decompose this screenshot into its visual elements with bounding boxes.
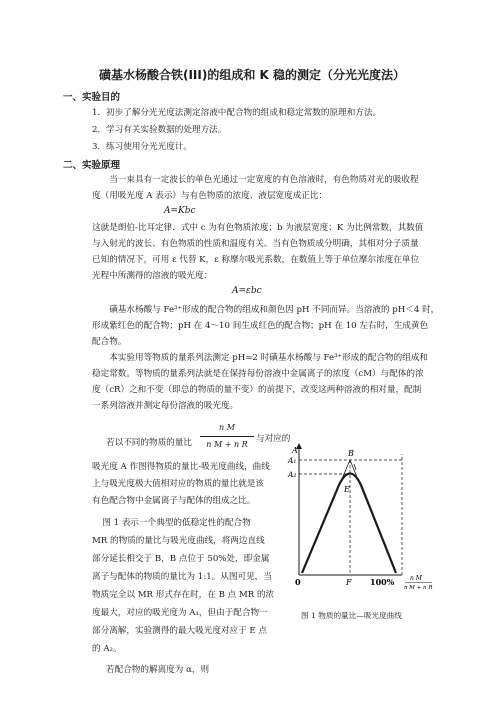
- paragraph-line: 本实验用等物质的量系列法测定 pH=2 时磺基水杨酸与 Fe³⁺形成的配合物的组成和: [109, 353, 429, 363]
- paragraph-line: 度（cR）之和不变（即总的物质的量不变）的前提下，改变这两种溶液的相对量，配制: [92, 385, 422, 395]
- formula-molar: A=εbc: [232, 286, 262, 296]
- paragraph-line: 部分延长相交于 B，B 点位于 50%处，即金属: [92, 554, 270, 564]
- paragraph-line: 与入射光的波长、有色物质的性质和温度有关。当有色物质成分明确，其相对分子质量: [92, 239, 419, 249]
- page-title: 磺基水杨酸合铁(III)的组成和 K 稳的测定（分光光度法）: [98, 68, 406, 82]
- extrapolated-lines: [302, 460, 396, 573]
- point-b-label: B: [348, 449, 354, 458]
- paragraph-line: 离子与配体的物质的量比为 1:1。从图可见，当: [92, 572, 272, 582]
- paragraph-line: 磺基水杨酸与 Fe³⁺形成的配合物的组成和颜色因 pH 不同而异。当溶液的 pH＜4 时，: [109, 305, 440, 315]
- point-f-label: F: [346, 578, 352, 587]
- a2-label: A₂: [288, 470, 297, 479]
- paragraph-line: MR 的物质的量比与吸光度曲线，将两边直线: [92, 536, 265, 546]
- section-heading-principle: 二、实验原理: [63, 160, 121, 171]
- objective-item: 1．初步了解分光光度法测定溶液中配合物的组成和稳定常数的原理和方法。: [92, 108, 382, 118]
- paragraph-line: 有色配合物中金属离子与配体的组成之比。: [92, 496, 256, 506]
- point-e-label: E: [344, 485, 350, 494]
- paragraph-line: 若以不同的物质的量比: [106, 438, 192, 448]
- paragraph-line: 吸光度 A 作图得物质的量比-吸光度曲线，曲线: [92, 462, 270, 472]
- paragraph-line: 部分离解，实验测得的最大吸光度对应于 E 点: [92, 626, 268, 636]
- fraction-bar: [200, 436, 254, 437]
- y-axis-label: A: [292, 446, 298, 455]
- paragraph-line: 一系列溶液并测定每份溶液的吸光度。: [92, 401, 239, 411]
- paragraph-line: 物质完全以 MR 形式存在时，在 B 点 MR 的浓: [92, 590, 275, 600]
- origin-label: 0: [295, 577, 301, 587]
- formula-beer-lambert: A=Kbc: [164, 206, 196, 216]
- paragraph-line: 当一束具有一定波长的单色光通过一定宽度的有色溶液时，有色物质对光的吸收程: [109, 175, 419, 185]
- fraction-denominator: n M + n R: [206, 440, 248, 449]
- objective-item: 3．练习使用分光光度计。: [92, 142, 192, 152]
- paragraph-line: 与对应的: [256, 434, 291, 444]
- paragraph-line: 已知的情况下，可用 ε 代替 K，ε 称摩尔吸光系数，在数值上等于单位摩尔浓度在单位: [92, 255, 420, 265]
- fraction-numerator: n M: [219, 423, 235, 432]
- paragraph-line: 度最大，对应的吸光度为 A₁，但由于配合物一: [92, 608, 268, 618]
- hundred-percent-label: 100%: [370, 577, 395, 587]
- objective-item: 2．学习有关实验数据的处理方法。: [92, 125, 227, 135]
- paragraph-line: 这就是朗伯-比耳定律．式中 c 为有色物质浓度；b 为液层宽度；K 为比例常数，其数值: [92, 223, 424, 233]
- x-frac-numerator: n M: [410, 575, 422, 582]
- paragraph-line: 光程中所测得的溶液的吸光度：: [92, 271, 213, 281]
- paragraph-line: 若配合物的解离度为 α，则: [106, 665, 210, 675]
- paragraph-line: 上与吸光度极大值相对应的物质的量比就是该: [92, 479, 264, 489]
- paragraph-line: 配合物。: [92, 337, 127, 347]
- paragraph-line: 图 1 表示一个典型的低稳定性的配合物: [102, 518, 251, 528]
- paragraph-line: 度（用吸光度 A 表示）与有色物质的浓度、液层宽度成正比：: [92, 191, 328, 201]
- a1-label: A₁: [288, 456, 297, 465]
- paragraph-line: 稳定常数。等物质的量系列法就是在保持每份溶液中金属离子的浓度（cM）与配体的浓: [92, 369, 424, 379]
- section-heading-objectives: 一、实验目的: [63, 92, 121, 103]
- absorbance-ratio-figure: [284, 440, 434, 590]
- paragraph-line: 的 A₂。: [92, 644, 122, 654]
- b-pointer: [354, 464, 356, 470]
- figure-caption: 图 1 物质的量比—吸光度曲线: [301, 611, 402, 620]
- x-frac-denominator: n M + n R: [404, 585, 433, 590]
- paragraph-line: 形成紫红色的配合物；pH 在 4～10 间生成红色的配合物；pH 在 10 左右时，生成黄色: [92, 321, 429, 331]
